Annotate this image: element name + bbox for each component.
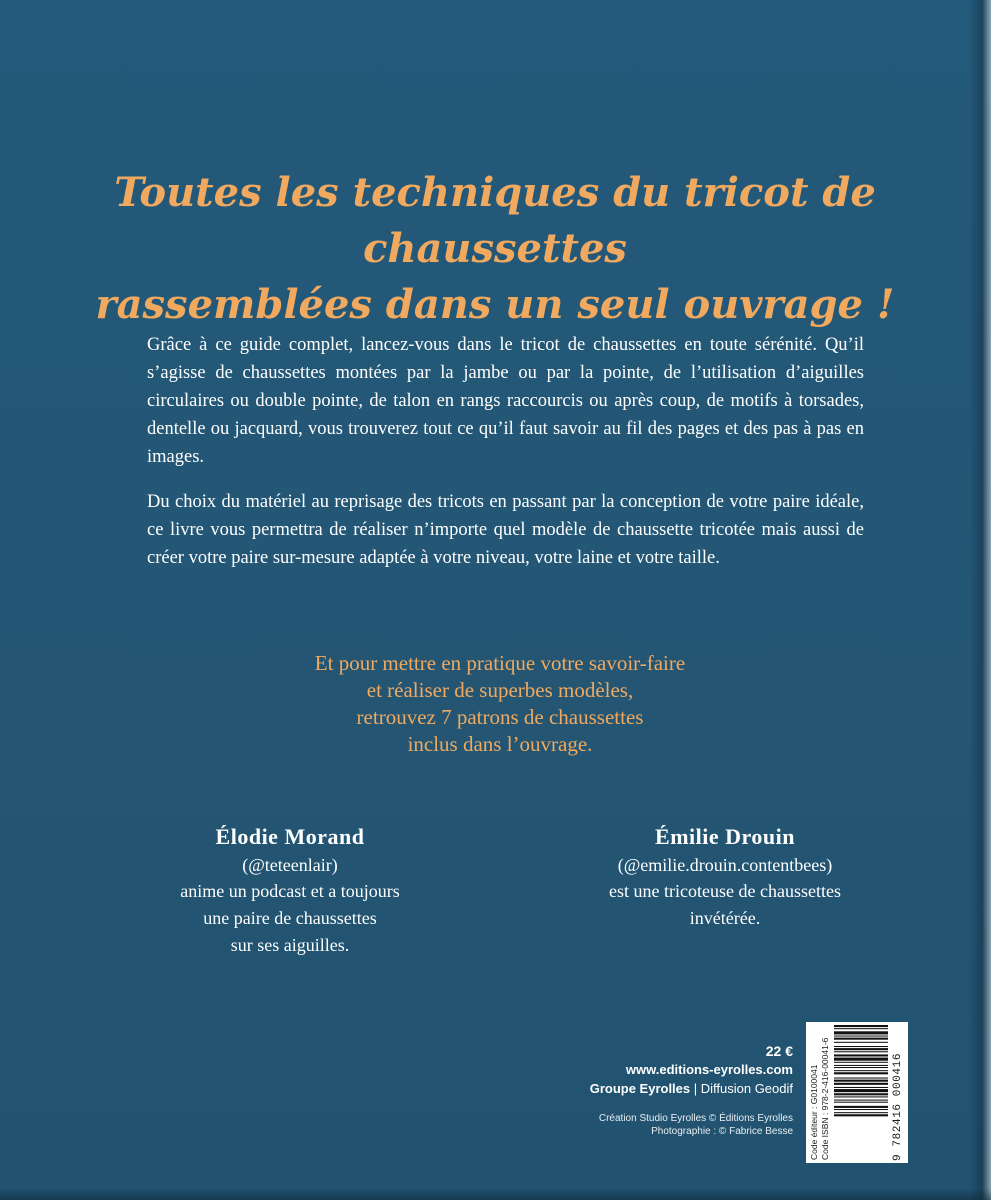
author-block-2	[545, 822, 905, 932]
editor-code: Code éditeur : G0100041	[809, 1064, 819, 1160]
promo-line-3: retrouvez 7 patrons de chaussettes	[356, 705, 644, 729]
author-handle: (@teteenlair)	[242, 855, 338, 875]
author-bio-line: anime un podcast et a toujours	[180, 881, 400, 901]
design-credit: Création Studio Eyrolles © Éditions Eyrolles	[598, 1113, 793, 1124]
author-bio	[545, 878, 905, 932]
author-bio-line: invétérée.	[689, 908, 761, 928]
barcode-codes	[806, 1022, 832, 1163]
publisher-group	[590, 1079, 793, 1098]
promo-line-4: inclus dans l’ouvrage.	[407, 732, 593, 756]
credits	[590, 1112, 793, 1138]
barcode-label	[806, 1022, 908, 1163]
promo-line-2: et réaliser de superbes modèles,	[366, 678, 634, 702]
author-block-1	[110, 822, 470, 959]
isbn-code: Code ISBN : 978-2-416-00041-6	[820, 1037, 830, 1160]
author-bio-line: sur ses aiguilles.	[230, 935, 350, 955]
description-paragraph-2: Du choix du matériel au reprisage des tricots en passant par la conception de votre paire idéale, ce livre vous permettra de réaliser n’importe quel modèle de chaussette tricotée mais aussi de créer votre paire sur-mesure adaptée à votre niveau, votre laine et votre taille.	[147, 492, 864, 568]
headline-line-2: rassemblées dans un seul ouvrage !	[95, 281, 895, 328]
headline	[60, 165, 930, 333]
headline-line-1: Toutes les techniques du tricot de chaussettes	[114, 169, 876, 272]
cover-bottom-edge	[0, 1188, 991, 1200]
promo-text	[190, 650, 810, 758]
promo-line-1: Et pour mettre en pratique votre savoir-faire	[314, 651, 686, 675]
publisher-name: Groupe Eyrolles	[589, 1081, 691, 1096]
author-name: Émilie Drouin	[655, 824, 795, 849]
price: 22 €	[765, 1043, 793, 1059]
photo-credit: Photographie : © Fabrice Besse	[651, 1126, 793, 1137]
isbn-digits	[890, 1027, 906, 1161]
distributor-name: Diffusion Geodif	[700, 1081, 793, 1096]
author-handle: (@emilie.drouin.contentbees)	[617, 855, 833, 875]
author-bio-line: est une tricoteuse de chaussettes	[609, 881, 841, 901]
author-bio	[110, 878, 470, 959]
author-bio-line: une paire de chaussettes	[203, 908, 377, 928]
separator: |	[690, 1081, 701, 1096]
cover-edge	[969, 0, 991, 1200]
publisher-website: www.editions-eyrolles.com	[625, 1062, 793, 1077]
barcode-icon	[834, 1025, 888, 1147]
publisher-imprint	[590, 1042, 793, 1138]
isbn-digits-text: 9 782416 000416	[892, 1052, 904, 1161]
author-name: Élodie Morand	[215, 824, 365, 849]
description-paragraph-1: Grâce à ce guide complet, lancez-vous dans le tricot de chaussettes en toute sérénité. Qu’il s’agisse de chaussettes montées par la jambe ou par la pointe, de l’utilisation d’aiguilles circulaires ou double pointe, de talon en rangs raccourcis ou après coup, de motifs à torsades, dentelle ou jacquard, vous trouverez tout ce qu’il faut savoir au fil des pages et des pas à pas en images.	[147, 335, 864, 467]
